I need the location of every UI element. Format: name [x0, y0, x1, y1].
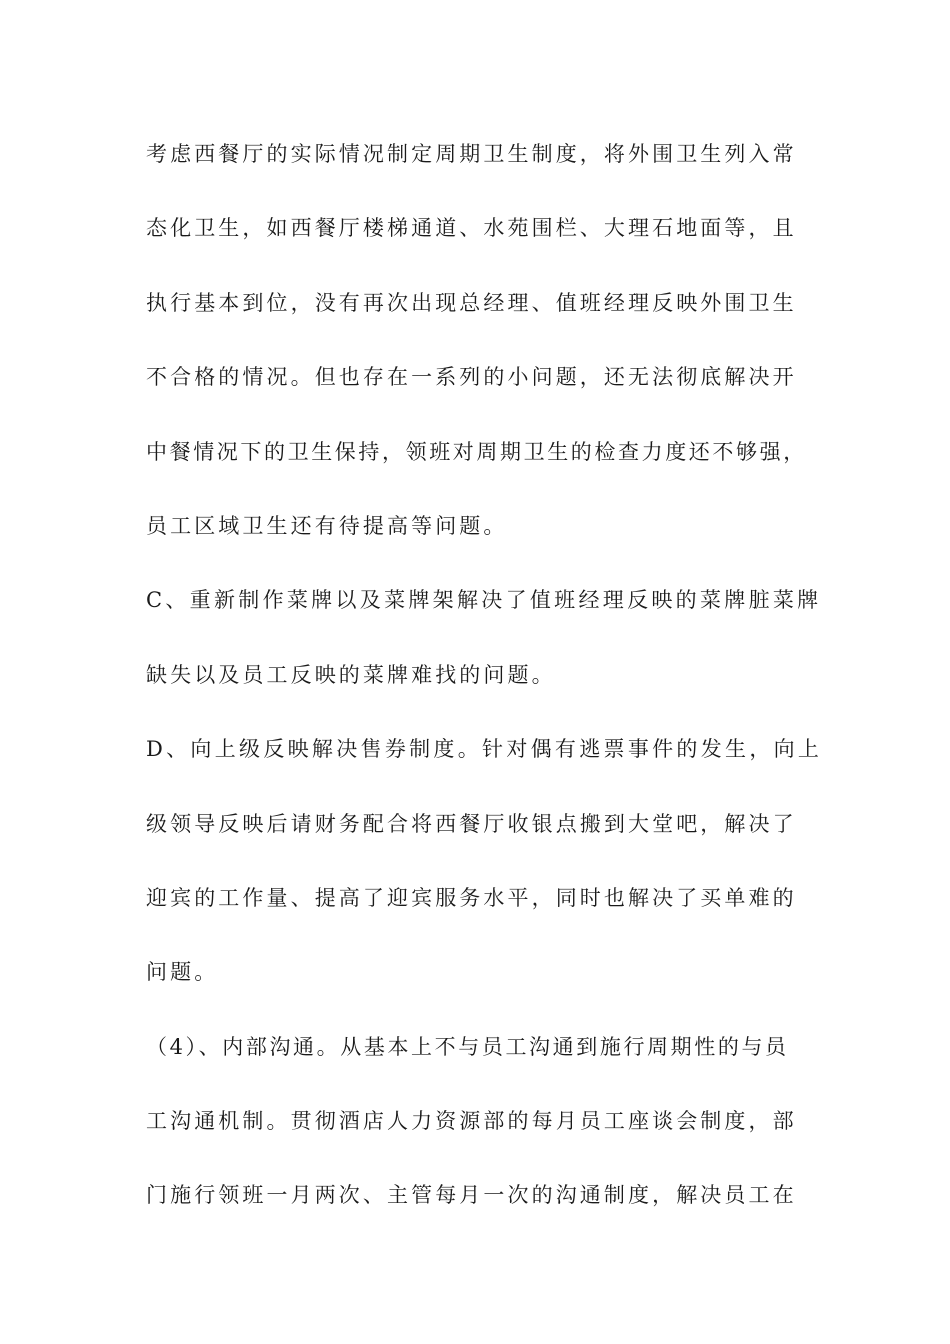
- text-line: 工沟通机制。贯彻酒店人力资源部的每月员工座谈会制度，部: [146, 1109, 797, 1134]
- text-line: 迎宾的工作量、提高了迎宾服务水平，同时也解决了买单难的: [146, 885, 797, 910]
- text-line: 员工区域卫生还有待提高等问题。: [146, 513, 508, 538]
- body-text: [146, 128, 836, 1244]
- text-line: 缺失以及员工反映的菜牌难找的问题。: [146, 662, 556, 687]
- text-line: 考虑西餐厅的实际情况制定周期卫生制度，将外围卫生列入常: [146, 142, 797, 166]
- text-line: 问题。: [146, 960, 219, 985]
- text-line: 门施行领班一月两次、主管每月一次的沟通制度，解决员工在: [146, 1183, 797, 1208]
- text-line: （4）、内部沟通。从基本上不与员工沟通到施行周期性的与员: [146, 1034, 789, 1059]
- text-line: 中餐情况下的卫生保持，领班对周期卫生的检查力度还不够强，: [146, 439, 807, 464]
- text-line: D、向上级反映解决售券制度。针对偶有逃票事件的发生，向上: [146, 737, 823, 762]
- text-line: 级领导反映后请财务配合将西餐厅收银点搬到大堂吧，解决了: [146, 811, 797, 836]
- text-line: 不合格的情况。但也存在一系列的小问题，还无法彻底解决开: [146, 365, 797, 390]
- text-line: 态化卫生，如西餐厅楼梯通道、水苑围栏、大理石地面等，且: [146, 216, 797, 241]
- text-line: C、重新制作菜牌以及菜牌架解决了值班经理反映的菜牌脏菜牌: [146, 588, 822, 613]
- text-line: 执行基本到位，没有再次出现总经理、值班经理反映外围卫生: [146, 290, 797, 315]
